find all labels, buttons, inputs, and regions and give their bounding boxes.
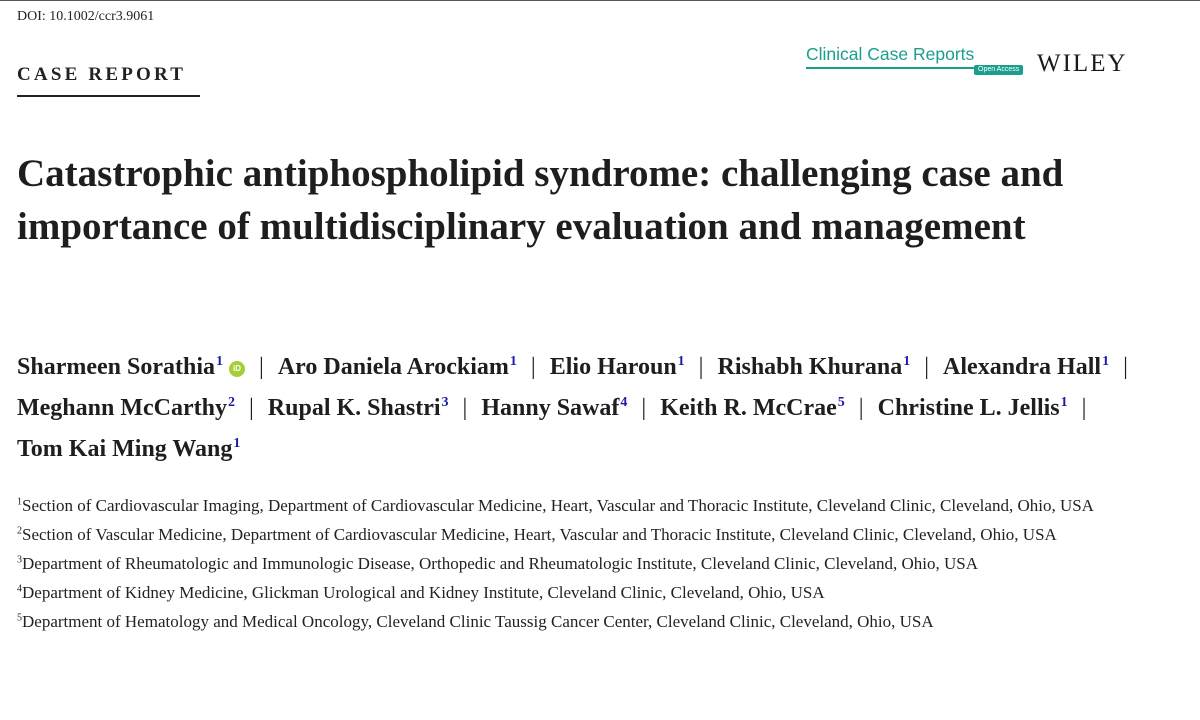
author-separator: | bbox=[924, 354, 930, 380]
author[interactable] bbox=[660, 395, 845, 421]
affiliation-superscript[interactable]: 1 bbox=[903, 354, 911, 369]
author[interactable] bbox=[17, 436, 240, 462]
author[interactable] bbox=[278, 354, 517, 380]
author-name: Sharmeen Sorathia bbox=[17, 354, 215, 380]
author-name: Christine L. Jellis bbox=[877, 395, 1060, 421]
author-separator: | bbox=[248, 395, 254, 421]
journal-name: Clinical Case Reports bbox=[806, 44, 975, 64]
affiliation-text: Section of Cardiovascular Imaging, Department of Cardiovascular Medicine, Heart, Vascular and Thoracic Institute, Cleveland Clinic, Cleveland, Ohio, USA bbox=[22, 496, 1094, 515]
affiliation-superscript[interactable]: 1 bbox=[233, 436, 241, 451]
affiliation-superscript[interactable]: 1 bbox=[509, 354, 517, 369]
doi-text[interactable]: DOI: 10.1002/ccr3.9061 bbox=[17, 9, 155, 24]
open-access-badge: Open Access bbox=[974, 65, 1023, 75]
author-name: Aro Daniela Arockiam bbox=[277, 354, 509, 380]
author-name: Elio Haroun bbox=[549, 354, 677, 380]
affiliation-number: 1 bbox=[17, 496, 22, 508]
author[interactable] bbox=[550, 354, 685, 380]
top-rule bbox=[0, 0, 1200, 1]
author-name: Rishabh Khurana bbox=[717, 354, 903, 380]
affiliation-number: 3 bbox=[17, 554, 22, 566]
author-list bbox=[17, 347, 1187, 470]
affiliation-text: Department of Rheumatologic and Immunologic Disease, Orthopedic and Rheumatologic Institute, Cleveland Clinic, Cleveland, Ohio, USA bbox=[22, 554, 979, 573]
document-type-underline bbox=[17, 95, 200, 97]
journal-logo-underline bbox=[806, 67, 974, 69]
author-separator: | bbox=[698, 354, 704, 380]
author[interactable] bbox=[878, 395, 1068, 421]
affiliation-number: 4 bbox=[17, 583, 22, 595]
affiliation-superscript[interactable]: 4 bbox=[620, 395, 628, 410]
publisher-logo[interactable]: WILEY bbox=[1037, 50, 1128, 77]
author[interactable] bbox=[268, 395, 449, 421]
author[interactable] bbox=[943, 354, 1109, 380]
author[interactable] bbox=[17, 354, 245, 380]
author[interactable] bbox=[481, 395, 627, 421]
affiliation-superscript[interactable]: 3 bbox=[441, 395, 449, 410]
author-separator: | bbox=[259, 354, 264, 380]
affiliation-item bbox=[17, 608, 1127, 635]
affiliation-superscript[interactable]: 1 bbox=[216, 354, 223, 369]
document-type-label: CASE REPORT bbox=[17, 64, 187, 85]
affiliation-list bbox=[17, 492, 1127, 637]
author-name: Meghann McCarthy bbox=[17, 395, 227, 421]
affiliation-item bbox=[17, 579, 1127, 606]
author-separator: | bbox=[641, 395, 647, 421]
affiliation-superscript[interactable]: 1 bbox=[677, 354, 685, 369]
affiliation-number: 5 bbox=[17, 612, 22, 624]
author[interactable] bbox=[17, 395, 235, 421]
author-separator: | bbox=[1081, 395, 1087, 421]
affiliation-superscript[interactable]: 5 bbox=[837, 395, 845, 410]
affiliation-superscript[interactable]: 2 bbox=[227, 395, 235, 410]
author-name: Keith R. McCrae bbox=[660, 395, 837, 421]
affiliation-text: Department of Kidney Medicine, Glickman Urological and Kidney Institute, Cleveland Clinic, Cleveland, Ohio, USA bbox=[22, 583, 825, 602]
affiliation-number: 2 bbox=[17, 525, 22, 537]
affiliation-text: Section of Vascular Medicine, Department of Cardiovascular Medicine, Heart, Vascular and Thoracic Institute, Cleveland Clinic, Cleveland, Ohio, USA bbox=[22, 525, 1057, 544]
author-name: Rupal K. Shastri bbox=[267, 395, 441, 421]
author[interactable] bbox=[717, 354, 910, 380]
author-name: Tom Kai Ming Wang bbox=[17, 436, 233, 462]
author-name: Alexandra Hall bbox=[943, 354, 1102, 380]
author-separator: | bbox=[462, 395, 468, 421]
author-name: Hanny Sawaf bbox=[481, 395, 620, 421]
article-title: Catastrophic antiphospholipid syndrome: challenging case and importance of multidisciplinary evaluation and management bbox=[17, 152, 1064, 248]
affiliation-text: Department of Hematology and Medical Oncology, Cleveland Clinic Taussig Cancer Center, Cleveland Clinic, Cleveland, Ohio, USA bbox=[22, 612, 934, 631]
author-separator: | bbox=[1123, 354, 1128, 380]
affiliation-item bbox=[17, 521, 1127, 548]
affiliation-item bbox=[17, 492, 1127, 519]
author-separator: | bbox=[858, 395, 864, 421]
orcid-icon[interactable]: iD bbox=[229, 361, 245, 377]
affiliation-superscript[interactable]: 1 bbox=[1102, 354, 1110, 369]
author-separator: | bbox=[530, 354, 536, 380]
affiliation-superscript[interactable]: 1 bbox=[1060, 395, 1068, 410]
affiliation-item bbox=[17, 550, 1127, 577]
journal-logo[interactable] bbox=[806, 44, 1028, 78]
